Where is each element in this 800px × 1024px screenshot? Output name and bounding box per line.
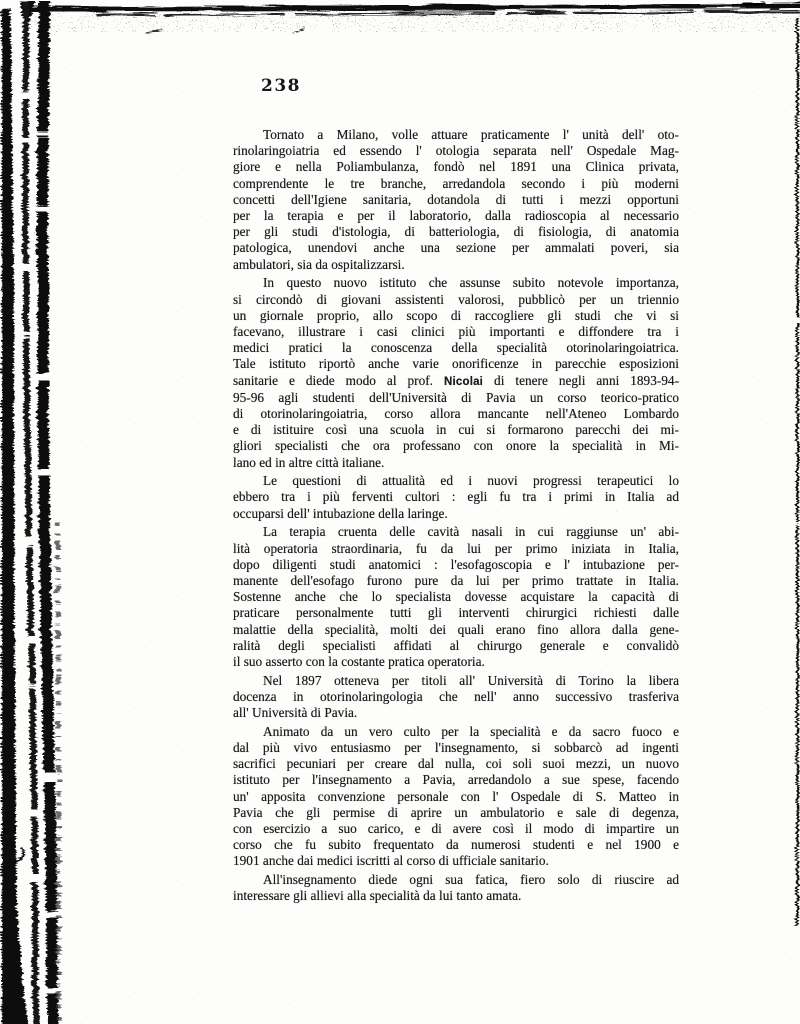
- text-line: gliori specialisti che ora professano con onore la specialità in Mi-: [233, 438, 679, 454]
- text-line: All'insegnamento diede ogni sua fatica, fiero solo di riuscire ad: [263, 872, 679, 888]
- text-line: facevano, illustrare i casi clinici più importanti e diffondere tra i: [233, 323, 679, 339]
- text-line: per gli studi d'istologia, di batteriologia, di fisiologia, di anatomia: [233, 224, 679, 240]
- text-line: all' Università di Pavia.: [233, 705, 358, 721]
- text-line: 95-96 agli studenti dell'Università di Pavia un corso teorico-pratico: [233, 389, 679, 405]
- text-line: Le questioni di attualità ed i nuovi progressi terapeutici lo: [263, 473, 679, 489]
- text-line: 1901 anche dai medici iscritti al corso di ufficiale sanitario.: [233, 853, 549, 869]
- text-line: di otorinolaringoiatria, corso allora mancante nell'Ateneo Lombardo: [233, 405, 679, 421]
- text-line: occuparsi dell' intubazione della laringe.: [233, 505, 448, 521]
- binding-edge-band: [0, 6, 26, 1024]
- binding-speckle-streak: [56, 520, 57, 1024]
- text-line: praticare personalmente tutti gli interventi chirurgici richiesti dalle: [233, 605, 679, 621]
- text-line: Tale istituto riportò anche varie onorificenze in parecchie esposizioni: [233, 356, 679, 372]
- text-line: Nel 1897 otteneva per titoli all' Università di Torino la libera: [263, 672, 679, 688]
- text-line: un' apposita convenzione personale con l' Ospedale di S. Matteo in: [233, 788, 679, 804]
- paragraph: [233, 524, 679, 670]
- text-line: medici pratici la conoscenza della specialità otorinolaringoiatrica.: [233, 340, 679, 356]
- binding-blob: [19, 0, 34, 22]
- text-line: un giornale proprio, allo scopo di raccogliere gli studi che vi si: [233, 307, 679, 323]
- text-line: rinolaringoiatria ed essendo l' otologia separata nell' Ospedale Mag-: [233, 143, 679, 159]
- text-line: il suo asserto con la costante pratica operatoria.: [233, 654, 485, 669]
- text-line: Animato da un vero culto per la specialità e da sacro fuoco e: [263, 723, 679, 739]
- text-line: malattie della specialità, molti dei quali erano fino allora dalla gene-: [233, 621, 679, 637]
- binding-shadow-band: [41, 0, 51, 1024]
- text-line: e di istituire così una scuola in cui si formarono parecchi dei mi-: [233, 422, 679, 438]
- text-line: sacrifici pecuniari per creare dal nulla, coi soli suoi mezzi, un nuovo: [233, 756, 679, 772]
- text-line: La terapia cruenta delle cavità nasali in cui raggiunse un' abi-: [263, 524, 679, 540]
- text-line: Sostenne anche che lo specialista dovesse acquistare la capacità di: [233, 589, 679, 605]
- binding-shadow-band: [24, 0, 34, 1024]
- paragraph: [233, 127, 679, 273]
- text-line: per la terapia e per il laboratorio, dalla radioscopia al necessario: [233, 208, 679, 224]
- text-line: Tornato a Milano, volle attuare praticamente l' unità dell' oto-: [263, 127, 679, 142]
- text-line: si circondò di giovani assistenti valorosi, pubblicò per un triennio: [233, 291, 679, 307]
- page-number: 238: [261, 76, 301, 96]
- squiggle-mark: [292, 27, 303, 31]
- hook-mark: [14, 845, 22, 860]
- scan-edge-top: [28, 4, 800, 8]
- paragraph: [233, 724, 679, 870]
- scan-edge-top-thin: [95, 10, 800, 14]
- text-line: corso che fu subito frequentato da numerosi studenti e nel 1900 e: [233, 837, 679, 853]
- text-line: comprendente le tre branche, arredandola secondo i più moderni: [233, 175, 679, 191]
- text-line: dopo diligenti studi anatomici : l'esofagoscopia e l' intubazione per-: [233, 556, 679, 572]
- person-name-bold: Nicolai: [443, 375, 484, 388]
- paragraph: [233, 673, 679, 722]
- text-line: ebbero tra i più ferventi cultori : egli fu tra i primi in Italia ad: [233, 489, 679, 505]
- text-line: interessare gli allievi alla specialità da lui tanto amata.: [233, 888, 522, 904]
- text-line: istituto per l'insegnamento a Pavia, arredandolo a sue spese, facendo: [233, 772, 679, 788]
- text-line: lano ed in altre città italiane.: [233, 454, 385, 470]
- text-line: giore e nella Poliambulanza, fondò nel 1891 una Clinica privata,: [233, 159, 679, 175]
- text-line: lità operatoria straordinaria, fu da lui per primo iniziata in Italia,: [233, 540, 679, 556]
- text-line: con esercizio a suo carico, e di avere così il modo di impartire un: [233, 821, 679, 837]
- text-line: Pavia che gli permise di aprire un ambulatorio e sale di degenza,: [233, 804, 679, 820]
- text-line: ambulatori, sia da ospitalizzarsi.: [233, 256, 405, 272]
- paragraph: [233, 872, 679, 904]
- text-line: ralità degli specialisti affidati al chirurgo generale e convalidò: [233, 637, 679, 653]
- text-line: In questo nuovo istituto che assunse subito notevole importanza,: [263, 275, 679, 291]
- text-line: dal più vivo entusiasmo per l'insegnamento, si sobbarcò ad ingenti: [233, 740, 679, 756]
- text-block: [233, 127, 679, 905]
- noise-strip-top: [20, 10, 800, 32]
- paragraph: [233, 275, 679, 470]
- text-line: manente dell'esofago furono pure da lui per primo trattate in Italia.: [233, 572, 679, 588]
- text-line: docenza in otorinolaringologia che nell' anno successivo trasferiva: [233, 688, 679, 704]
- paragraph: [233, 473, 679, 522]
- text-line: patologica, unendovi anche una sezione per ammalati poveri, sia: [233, 240, 679, 256]
- text-line: concetti dell'Igiene sanitaria, dotandola di tutti i mezzi opportuni: [233, 191, 679, 207]
- text-line: sanitarie e diede modo al prof. Nicolai di tenere negli anni 1893-94-: [233, 372, 680, 388]
- squiggle-mark: [144, 27, 161, 31]
